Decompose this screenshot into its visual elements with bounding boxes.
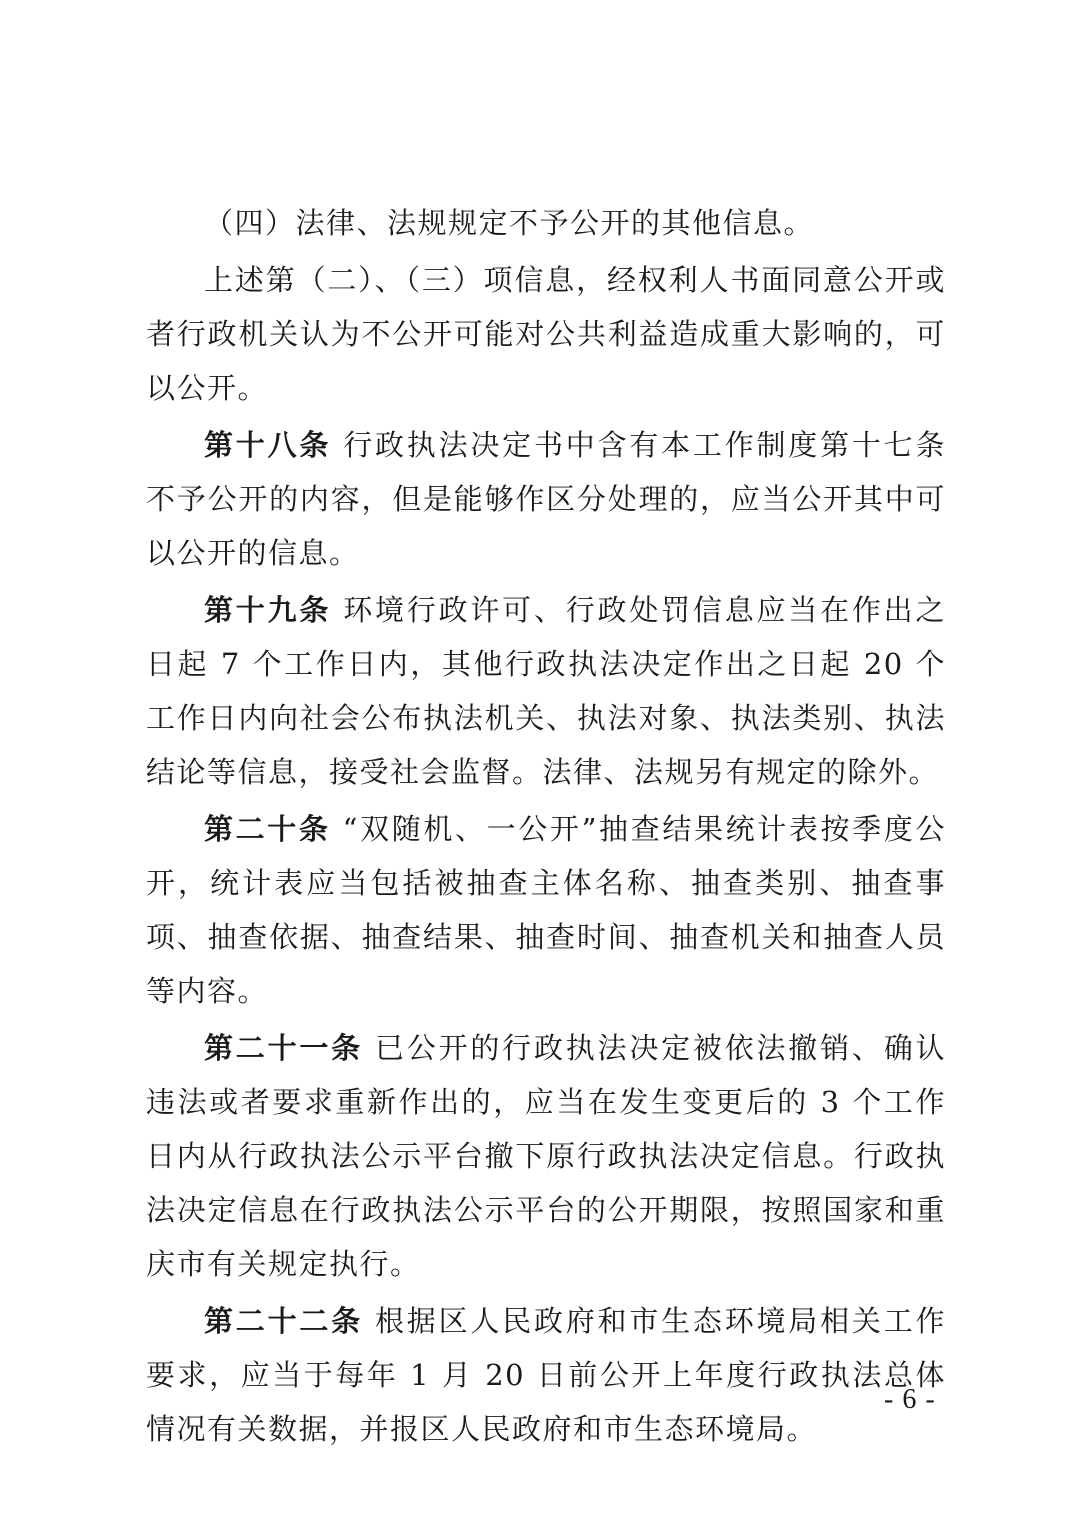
- article-heading: 第二十一条: [204, 1031, 363, 1065]
- article-20: [146, 802, 946, 1018]
- page-number: - 6 -: [884, 1384, 936, 1415]
- paragraph-text: （四）法律、法规规定不予公开的其他信息。: [204, 206, 815, 240]
- article-text: 行政执法决定书中含有本工作制度第十七条不予公开的内容，但是能够作区分处理的，应当公开其中可以公开的信息。: [146, 428, 946, 570]
- article-text: 根据区人民政府和市生态环境局相关工作要求，应当于每年 1 月 20 日前公开上年度行政执法总体情况有关数据，并报区人民政府和市生态环境局。: [146, 1304, 946, 1446]
- article-text: “双随机、一公开”抽查结果统计表按季度公开，统计表应当包括被抽查主体名称、抽查类别、抽查事项、抽查依据、抽查结果、抽查时间、抽查机关和抽查人员等内容。: [146, 812, 946, 1008]
- article-heading: 第十八条: [204, 428, 332, 462]
- paragraph-exception-note: [146, 253, 946, 415]
- article-heading: 第二十二条: [204, 1304, 363, 1338]
- paragraph-item-4-of-article-17: [146, 196, 946, 250]
- article-21: [146, 1021, 946, 1291]
- paragraph-text: 上述第（二）、（三）项信息，经权利人书面同意公开或者行政机关认为不公开可能对公共利益造成重大影响的，可以公开。: [146, 263, 946, 405]
- document-body: [146, 196, 946, 1456]
- article-heading: 第二十条: [204, 812, 331, 846]
- article-18: [146, 418, 946, 580]
- article-text: 已公开的行政执法决定被依法撤销、确认违法或者要求重新作出的，应当在发生变更后的 3 个工作日内从行政执法公示平台撤下原行政执法决定信息。行政执法决定信息在行政执法公示平台的公开期限，按照国家和重庆市有关规定执行。: [146, 1031, 946, 1281]
- article-22: [146, 1294, 946, 1456]
- article-heading: 第十九条: [204, 593, 332, 627]
- article-text: 环境行政许可、行政处罚信息应当在作出之日起 7 个工作日内，其他行政执法决定作出之日起 20 个工作日内向社会公布执法机关、执法对象、执法类别、执法结论等信息，接受社会监督。法律、法规另有规定的除外。: [146, 593, 946, 789]
- article-19: [146, 583, 946, 799]
